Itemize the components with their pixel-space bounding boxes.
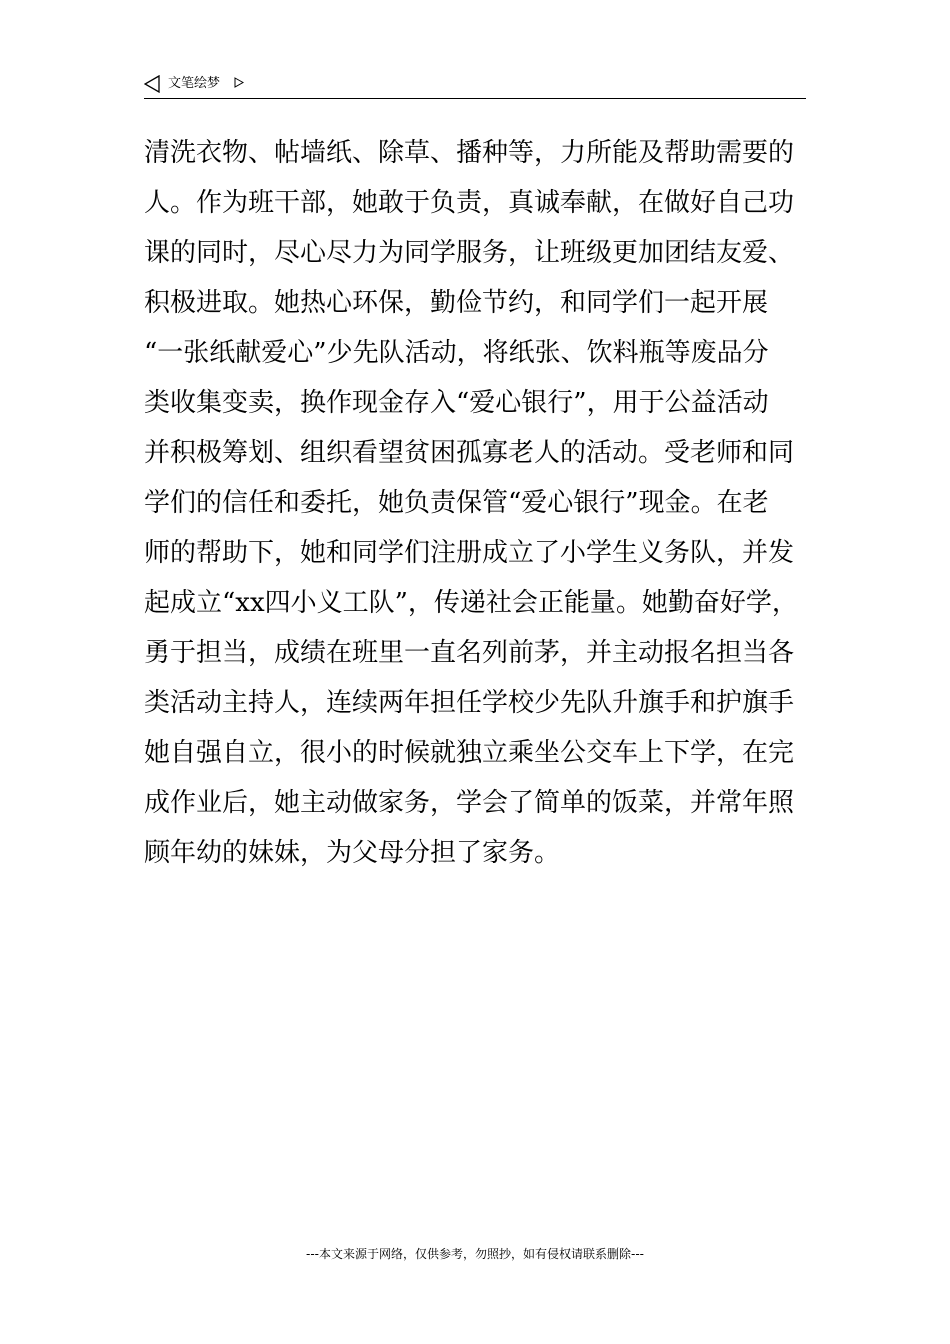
text-line: 类活动主持人，连续两年担任学校少先队升旗手和护旗手 [144, 688, 795, 718]
text-line: 积极进取。她热心环保，勤俭节约，和同学们一起开展 [144, 288, 769, 318]
text-line: 成作业后，她主动做家务，学会了简单的饭菜，并常年照 [144, 788, 795, 818]
text-line: “一张纸献爱心”少先队活动，将纸张、饮料瓶等废品分 [144, 338, 769, 368]
text-line: 学们的信任和委托，她负责保管“爱心银行”现金。在老 [144, 488, 769, 518]
page-header [144, 72, 806, 99]
right-triangle-outline-icon [234, 77, 244, 88]
text-line: 顾年幼的妹妹，为父母分担了家务。 [144, 838, 561, 868]
text-line: 课的同时，尽心尽力为同学服务，让班级更加团结友爱、 [144, 238, 795, 268]
text-line: 起成立“xx四小义工队”，传递社会正能量。她勤奋好学， [144, 588, 798, 618]
body-text [144, 128, 806, 878]
text-line: 清洗衣物、帖墙纸、除草、播种等，力所能及帮助需要的 [144, 138, 795, 168]
text-line: 她自强自立，很小的时候就独立乘坐公交车上下学，在完 [144, 738, 795, 768]
text-line: 人。作为班干部，她敢于负责，真诚奉献，在做好自己功 [144, 188, 795, 218]
text-line: 勇于担当，成绩在班里一直名列前茅，并主动报名担当各 [144, 638, 795, 668]
left-triangle-outline-icon [144, 75, 160, 93]
brand-name: 文笔绘梦 [168, 76, 221, 91]
text-line: 类收集变卖，换作现金存入“爱心银行”，用于公益活动 [144, 388, 769, 418]
text-line: 师的帮助下，她和同学们注册成立了小学生义务队，并发 [144, 538, 795, 568]
footer-disclaimer: ---本文来源于网络，仅供参考，勿照抄，如有侵权请联系删除--- [306, 1247, 644, 1261]
text-line: 并积极筹划、组织看望贫困孤寡老人的活动。受老师和同 [144, 438, 795, 468]
